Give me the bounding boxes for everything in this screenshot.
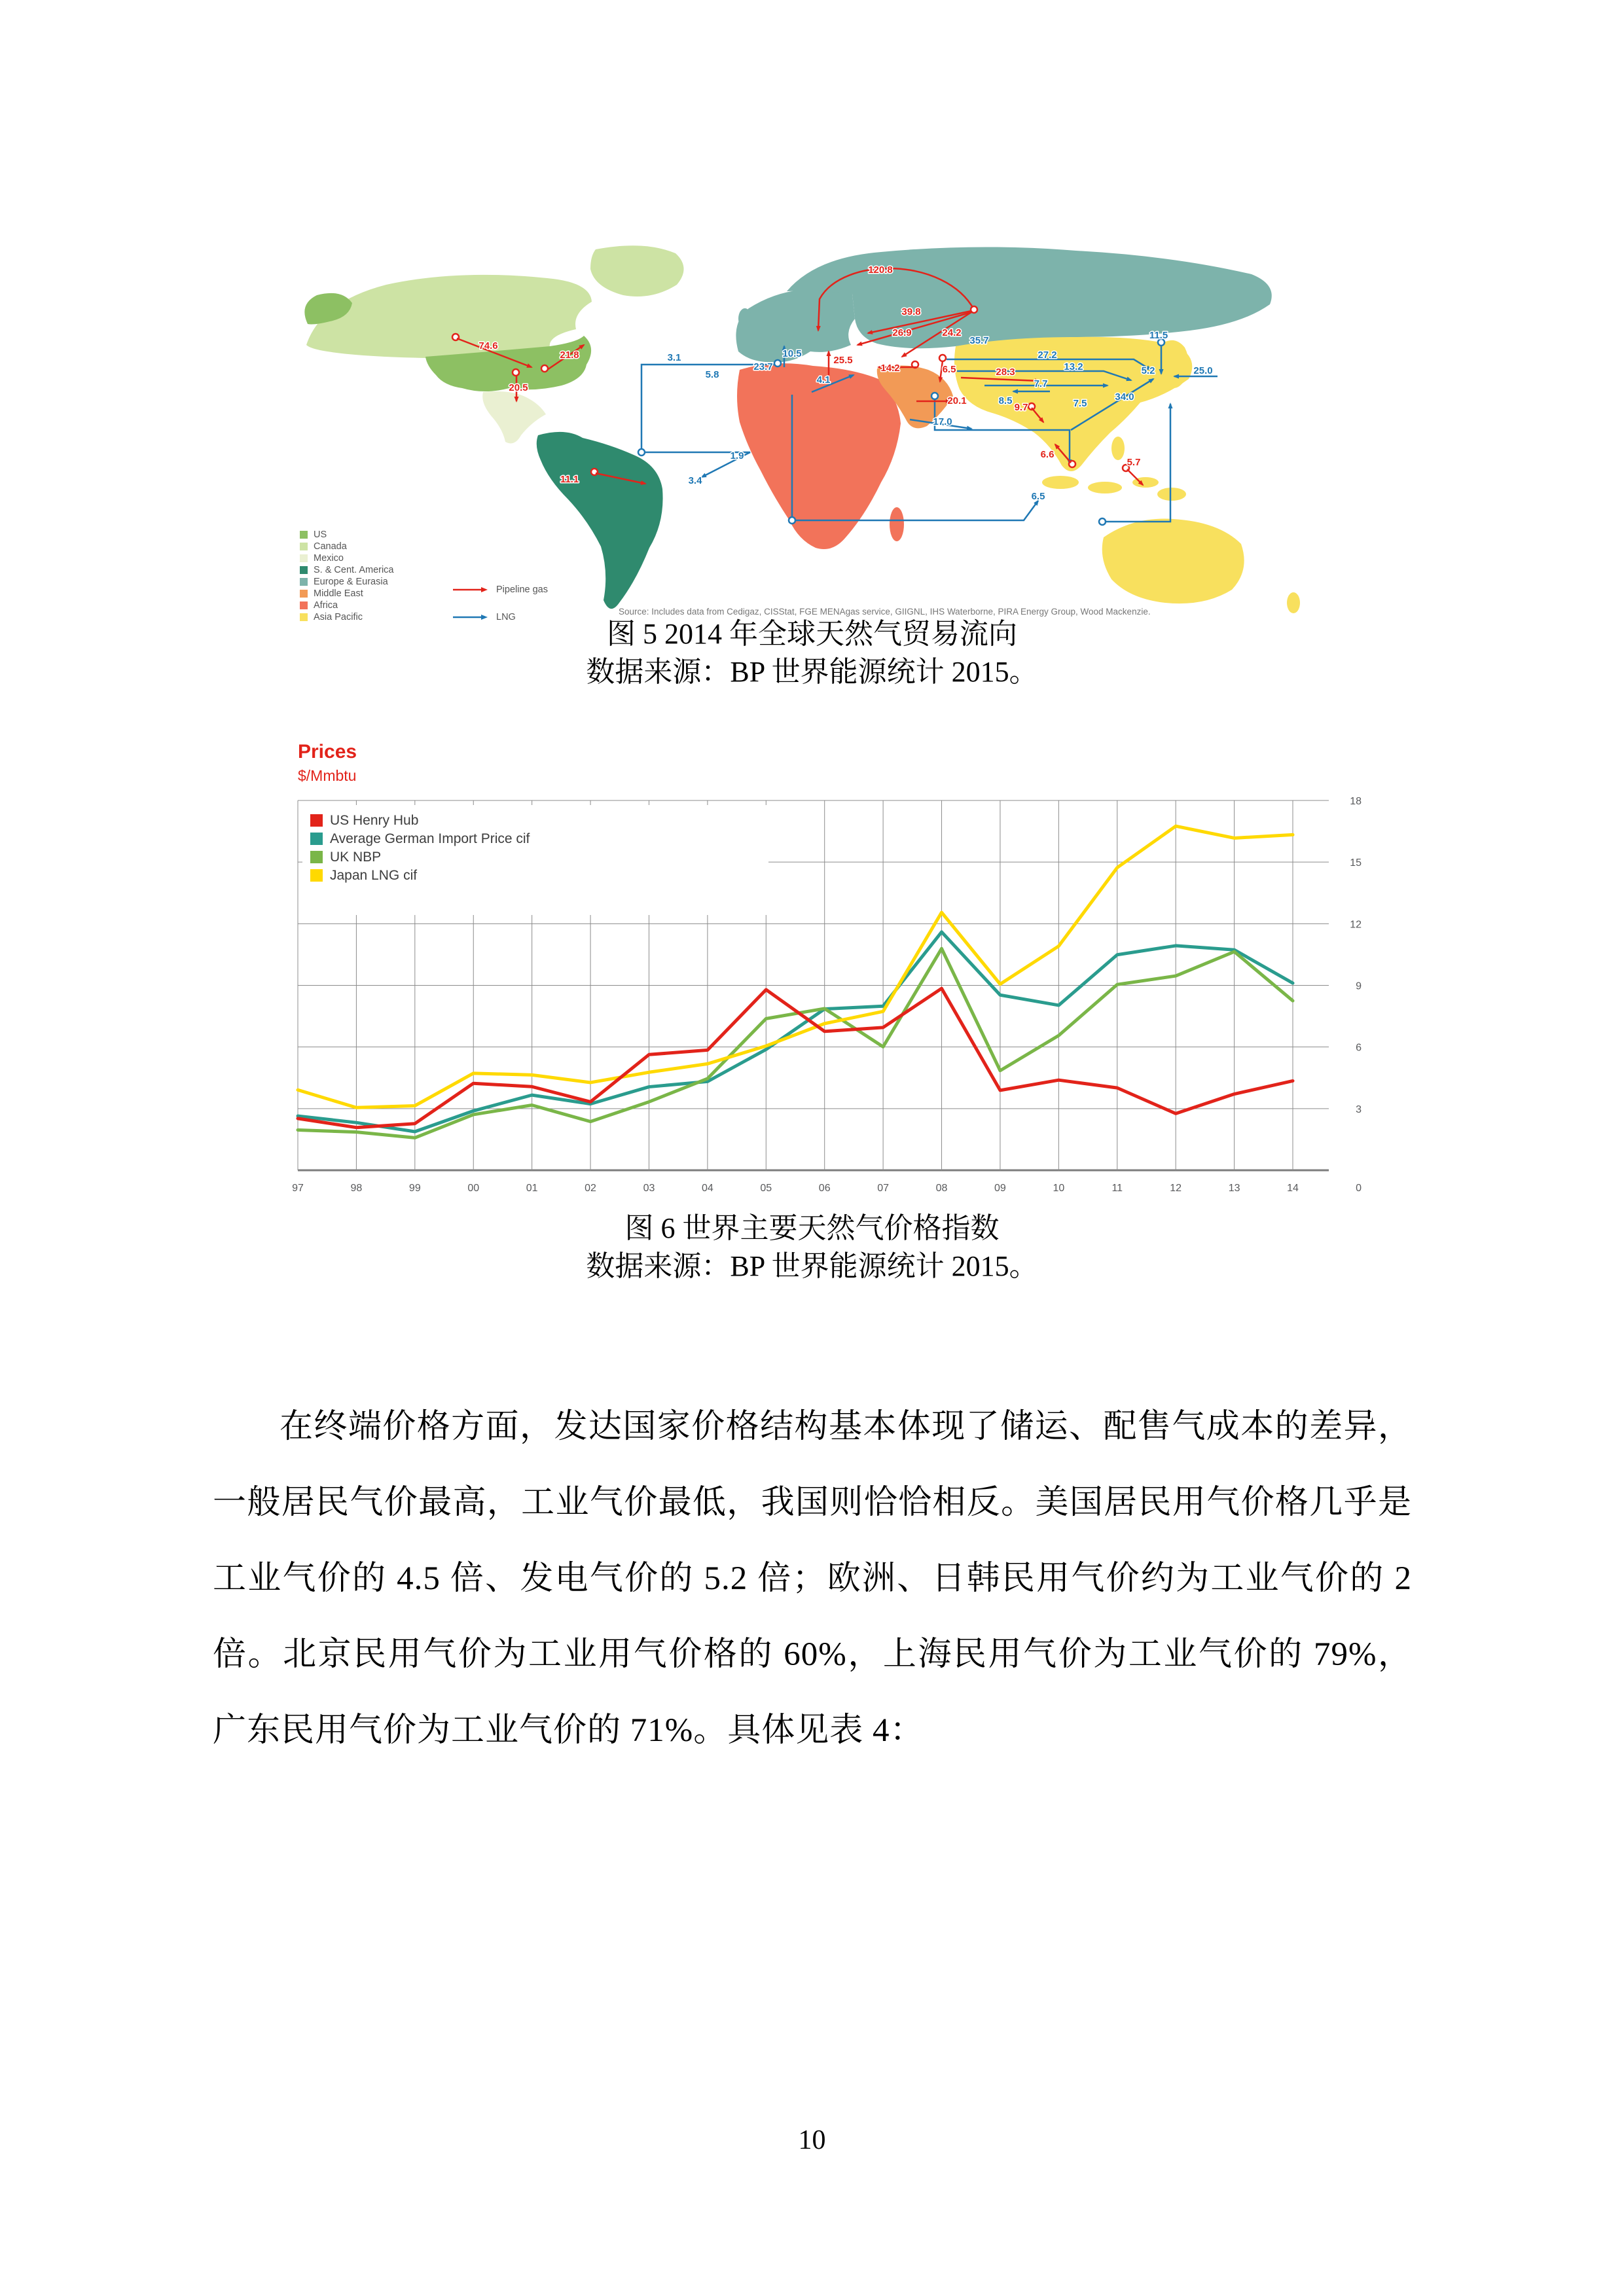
y-axis-label: 9: [1356, 980, 1362, 992]
region-indonesia-1: [1042, 476, 1079, 489]
chart-legend-swatch-icon: [310, 814, 323, 827]
figure5-caption: 图 5 2014 年全球天然气贸易流向: [607, 618, 1017, 650]
pipeline-arrow-icon: [452, 586, 488, 594]
x-axis-label: 06: [818, 1183, 831, 1194]
region-south-america: [537, 432, 663, 609]
world-map: [288, 239, 1342, 628]
y-axis-label: 6: [1356, 1042, 1362, 1054]
series-line-0: [298, 988, 1293, 1128]
series-line-2: [298, 948, 1293, 1138]
chart-legend-label: Japan LNG cif: [330, 868, 418, 883]
region-nz: [1287, 592, 1300, 613]
legend-swatch-icon: [300, 554, 308, 562]
y-axis-label: 12: [1350, 919, 1362, 931]
chart-unit-label: $/Mmbtu: [298, 767, 357, 784]
flow-value-label: 14.2: [880, 363, 900, 374]
figure6-caption-block: [0, 1210, 1624, 1285]
flow-value-label: 7.7: [1034, 378, 1048, 389]
map-legend-item: [300, 530, 394, 539]
flow-value-label: 13.2: [1064, 361, 1083, 372]
legend-label: Africa: [314, 600, 338, 611]
region-madagascar: [890, 507, 904, 541]
map-legend-item: [300, 589, 394, 598]
legend-label: Europe & Eurasia: [314, 577, 388, 587]
legend-label: S. & Cent. America: [314, 565, 394, 575]
figure6-chart: [288, 732, 1375, 1203]
flow-value-label: 10.5: [782, 348, 802, 359]
flow-value-label: 3.4: [688, 475, 702, 486]
figure5-caption-block: [0, 615, 1624, 691]
map-regions: [304, 245, 1300, 613]
flow-value-label: 5.2: [1141, 365, 1155, 376]
flow-value-label: 24.2: [942, 327, 962, 338]
region-uk: [738, 308, 751, 329]
map-legend-item: [300, 565, 394, 575]
map-legend-item: [300, 554, 394, 563]
page-number: 10: [798, 2125, 826, 2155]
flow-value-label: 17.0: [933, 416, 952, 427]
x-axis-label: 98: [350, 1183, 363, 1194]
x-axis-label: 99: [408, 1183, 421, 1194]
region-mexico: [482, 391, 546, 443]
flow-value-label: 6.5: [1031, 491, 1045, 502]
legend-swatch-icon: [300, 531, 308, 539]
flow-value-label: 9.7: [1014, 402, 1028, 413]
x-axis-label: 97: [292, 1183, 304, 1194]
flow-value-label: 20.5: [509, 382, 528, 393]
x-axis-label: 11: [1111, 1183, 1123, 1194]
figure5-map: [288, 239, 1342, 628]
flow-value-label: 11.1: [560, 474, 579, 485]
flow-value-label: 7.5: [1073, 398, 1087, 409]
x-axis-label: 08: [935, 1183, 948, 1194]
region-russia: [787, 247, 1272, 348]
region-greenland: [590, 245, 684, 296]
chart-legend-swatch-icon: [310, 869, 323, 882]
map-legend-item: [300, 577, 394, 586]
flow-value-label: 25.5: [833, 355, 853, 366]
x-axis-label: 14: [1287, 1183, 1299, 1194]
flow-value-label: 27.2: [1038, 350, 1057, 361]
figure6-caption: 图 6 世界主要天然气价格指数: [624, 1212, 1000, 1244]
flow-legend-item: [452, 584, 548, 595]
x-axis-label: 09: [994, 1183, 1006, 1194]
price-chart-plot: [288, 732, 1375, 1203]
x-axis-label: 07: [877, 1183, 890, 1194]
flow-value-label: 5.7: [1127, 457, 1141, 468]
flow-value-label: 5.8: [705, 369, 719, 380]
flow-legend-label: LNG: [496, 612, 516, 622]
x-axis-label: 05: [760, 1183, 772, 1194]
region-canada: [306, 275, 592, 358]
y-axis-label: 15: [1350, 857, 1362, 869]
flow-value-label: 26.9: [892, 327, 912, 338]
legend-swatch-icon: [300, 543, 308, 550]
flow-value-label: 74.6: [478, 340, 498, 351]
flow-value-label: 23.7: [753, 361, 773, 372]
flow-value-label: 8.5: [998, 395, 1013, 406]
region-png: [1157, 488, 1186, 501]
x-axis-label: 10: [1053, 1183, 1065, 1194]
legend-label: Middle East: [314, 588, 363, 599]
chart-legend-swatch-icon: [310, 833, 323, 845]
map-source-note: Source: Includes data from Cedigaz, CISStat, FGE MENAgas service, GIIGNL, IHS Waterborne, PIRA Energy Group, Wood Mackenzie.: [619, 607, 1151, 617]
region-australia: [1102, 519, 1244, 604]
flow-value-label: 120.8: [868, 264, 893, 276]
legend-swatch-icon: [300, 601, 308, 609]
x-axis-label: 01: [526, 1183, 538, 1194]
x-axis-label: 03: [643, 1183, 655, 1194]
region-africa: [737, 363, 901, 549]
legend-label: Mexico: [314, 553, 344, 564]
figure5-caption-source: 数据来源：BP 世界能源统计 2015。: [586, 656, 1038, 688]
chart-title: Prices: [298, 741, 357, 762]
legend-swatch-icon: [300, 590, 308, 598]
flow-value-label: 25.0: [1193, 365, 1213, 376]
x-axis-label: 12: [1170, 1183, 1182, 1194]
body-paragraph: 在终端价格方面，发达国家价格结构基本体现了储运、配售气成本的差异，一般居民气价最高，工业气价最低，我国则恰恰相反。美国居民用气价格几乎是工业气价的 4.5 倍、发电气价的 5.2 倍；欧洲、日韩民用气价约为工业气价的 2 倍。北京民用气价为工业用气价格的 60%，上海民用气价为工业气价的 79%，广东民用气价为工业气价的 71%。具体见表 4：: [213, 1408, 1412, 1749]
flow-legend-label: Pipeline gas: [496, 584, 548, 595]
map-legend: [300, 530, 394, 622]
figure6-caption-source: 数据来源：BP 世界能源统计 2015。: [586, 1250, 1038, 1282]
map-legend-item: [300, 542, 394, 551]
x-axis-label: 04: [701, 1183, 713, 1194]
flow-value-label: 6.5: [942, 364, 956, 375]
flow-value-label: 3.1: [667, 352, 681, 363]
region-philippines: [1111, 437, 1125, 460]
y-axis-label: 18: [1350, 796, 1362, 807]
map-legend-item: [300, 601, 394, 610]
flow-value-label: 21.8: [560, 350, 579, 361]
flow-value-label: 6.6: [1040, 449, 1055, 460]
legend-label: Canada: [314, 541, 347, 552]
flow-value-label: 34.0: [1115, 391, 1134, 403]
x-axis-label: 13: [1228, 1183, 1240, 1194]
region-indonesia-2: [1088, 482, 1122, 493]
legend-label: Asia Pacific: [314, 612, 363, 622]
flow-value-label: 28.3: [996, 367, 1015, 378]
legend-swatch-icon: [300, 566, 308, 574]
flow-value-label: 4.1: [816, 374, 831, 386]
chart-legend-label: Average German Import Price cif: [330, 831, 530, 846]
x-axis-label: 02: [585, 1183, 596, 1194]
flow-value-label: 39.8: [901, 306, 921, 317]
chart-legend-swatch-icon: [310, 851, 323, 863]
flow-value-label: 20.1: [947, 395, 967, 406]
legend-label: US: [314, 529, 327, 540]
legend-swatch-icon: [300, 578, 308, 586]
x-axis-label: 00: [467, 1183, 480, 1194]
y-axis-origin-label: 0: [1356, 1183, 1362, 1194]
flow-value-label: 1.9: [730, 450, 744, 461]
flow-value-label: 11.5: [1149, 330, 1168, 341]
chart-legend-label: UK NBP: [330, 850, 382, 865]
flow-value-label: 35.7: [969, 335, 989, 346]
y-axis-label: 3: [1356, 1103, 1362, 1115]
chart-legend-label: US Henry Hub: [330, 813, 419, 828]
